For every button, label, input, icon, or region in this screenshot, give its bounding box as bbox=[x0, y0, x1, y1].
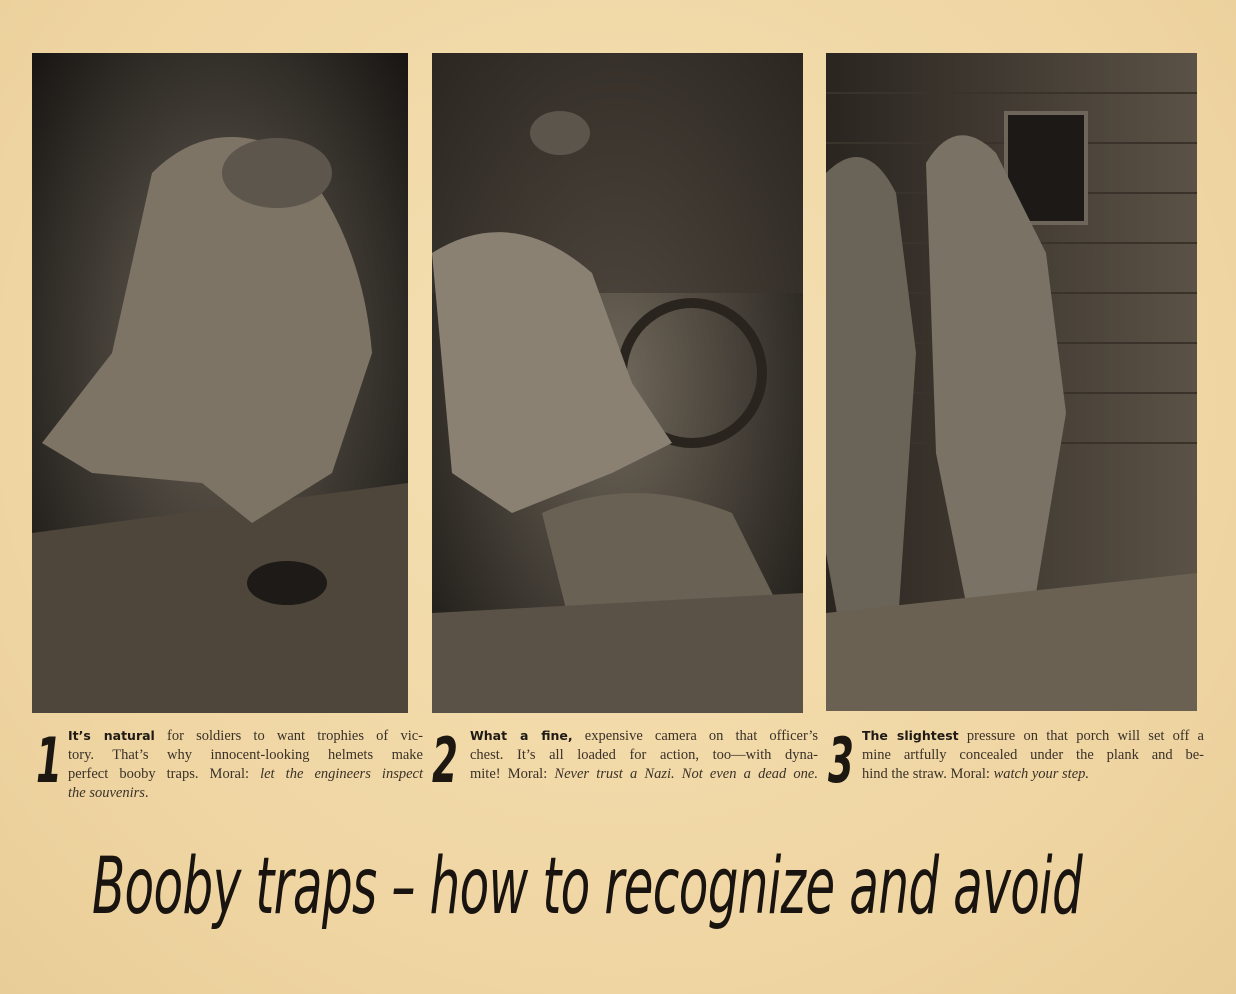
caption-moral: let the engineers inspect bbox=[260, 766, 423, 782]
caption-moral: the souvenirs bbox=[68, 785, 145, 801]
caption-line: chest. It’s all loaded for action, too—with dyna- bbox=[470, 747, 818, 763]
caption-line: pressure on that porch will set off a bbox=[958, 728, 1204, 744]
caption-line: for soldiers to want trophies of vic- bbox=[154, 728, 423, 744]
caption-line: tory. That’s why innocent-looking helmets make bbox=[68, 747, 423, 763]
caption-number: 3 bbox=[828, 724, 854, 797]
caption-number: 1 bbox=[36, 724, 62, 797]
caption-text bbox=[862, 726, 1204, 784]
photo-soldier-reaching-for-camera bbox=[432, 53, 803, 713]
headline: Booby traps – how to recognize and avoid bbox=[92, 842, 1083, 932]
caption-number: 2 bbox=[432, 724, 458, 797]
caption-line: mite! Moral: bbox=[470, 766, 555, 782]
caption-lead: It’s natural bbox=[68, 728, 155, 743]
caption-line: mine artfully concealed under the plank and be- bbox=[862, 747, 1204, 763]
caption-text bbox=[470, 726, 818, 784]
caption-moral: Never trust a Nazi. Not even a dead one. bbox=[554, 766, 818, 782]
caption-line: hind the straw. Moral: bbox=[862, 766, 994, 782]
caption-line: perfect booby traps. Moral: bbox=[68, 766, 261, 782]
photo-soldier-reaching-for-helmet bbox=[32, 53, 408, 713]
caption-line: expensive camera on that officer’s bbox=[572, 728, 818, 744]
caption-moral: watch your step. bbox=[993, 766, 1090, 782]
photo-soldier-on-porch bbox=[826, 53, 1197, 711]
caption-lead: What a fine, bbox=[470, 728, 573, 743]
caption-line: . bbox=[144, 785, 149, 801]
caption-lead: The slightest bbox=[862, 728, 959, 743]
caption-text bbox=[68, 726, 423, 803]
